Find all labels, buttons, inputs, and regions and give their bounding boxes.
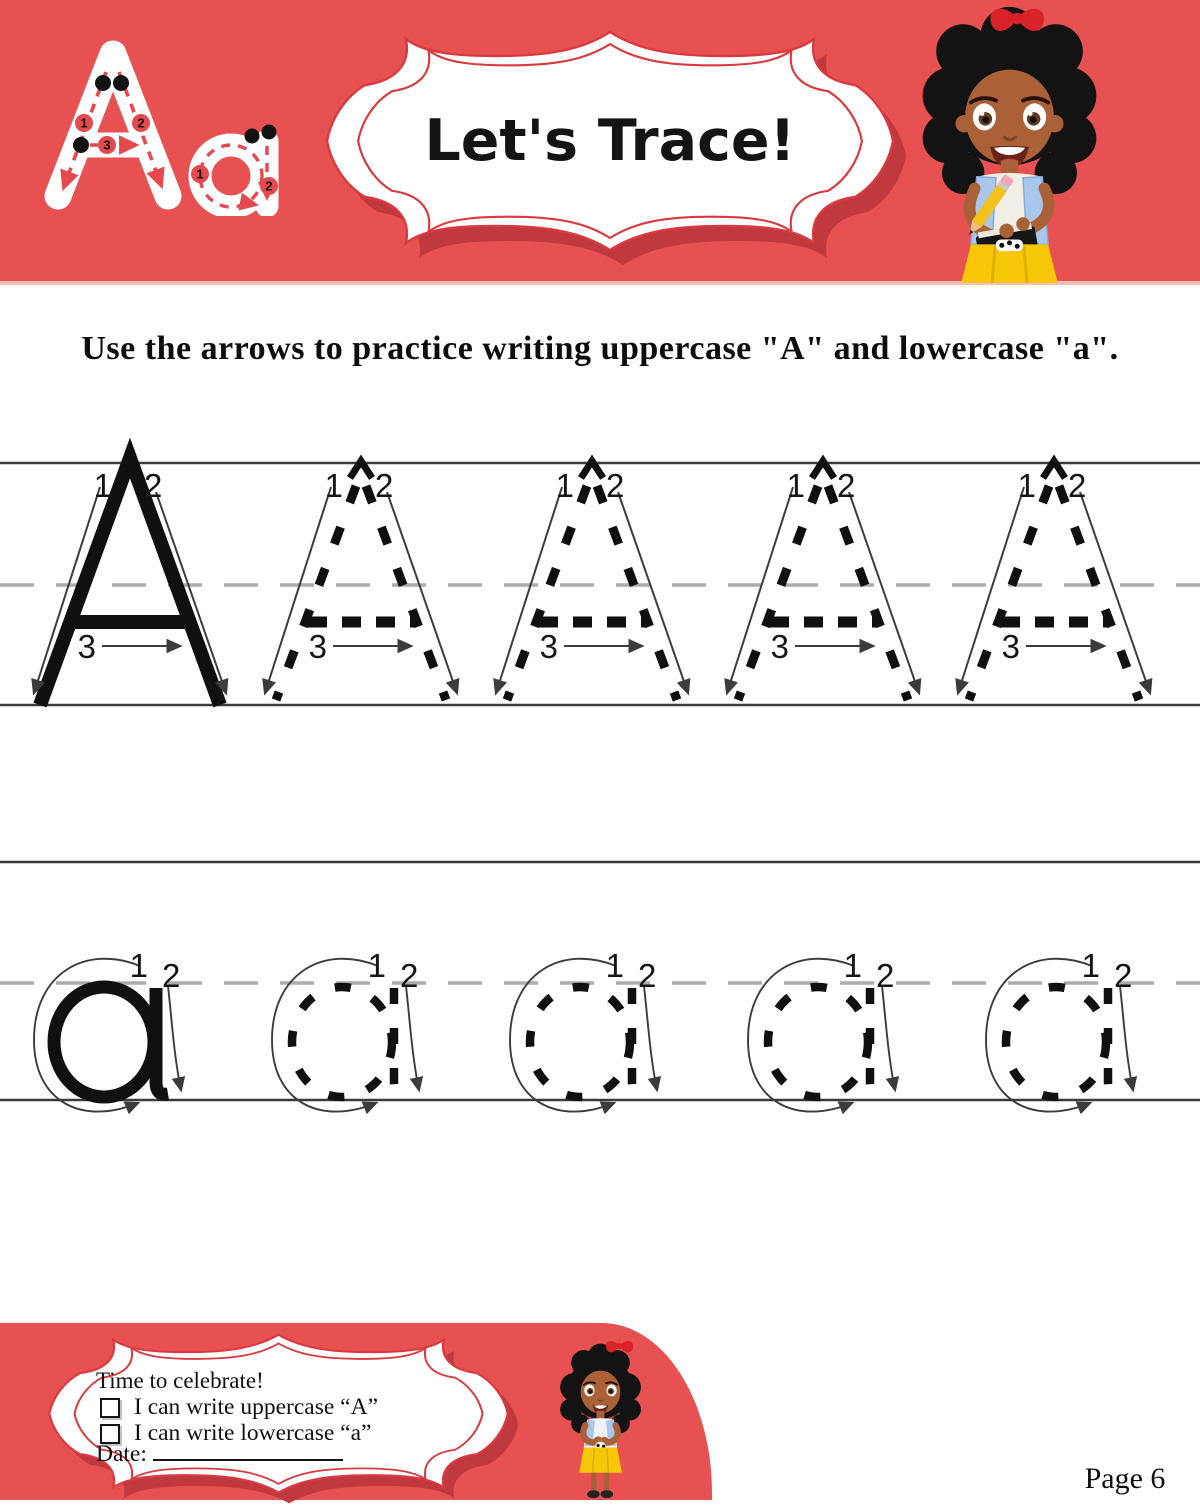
svg-text:1: 1 [129, 947, 148, 984]
page-number: Page 6 [1084, 1462, 1166, 1495]
svg-text:3: 3 [77, 628, 96, 665]
checklist-label: I can write lowercase “a” [134, 1420, 372, 1446]
girl-celebrating-illustration [549, 1341, 652, 1500]
svg-text:1: 1 [605, 947, 624, 984]
checklist-row-uppercase [100, 1394, 378, 1421]
leg-left [591, 1473, 597, 1492]
svg-text:1: 1 [1081, 947, 1100, 984]
page-title: Let's Trace! [424, 108, 796, 174]
svg-text:1: 1 [1017, 467, 1036, 504]
nose [598, 1400, 603, 1401]
checklist-label: I can write uppercase “A” [134, 1394, 378, 1420]
svg-text:2: 2 [137, 115, 145, 131]
svg-text:2: 2 [606, 467, 625, 504]
svg-text:2: 2 [400, 957, 419, 994]
trace-letter-lowercase-dashed [748, 947, 895, 1112]
checkbox-uppercase[interactable] [100, 1398, 120, 1418]
svg-text:3: 3 [539, 628, 558, 665]
svg-text:3: 3 [1001, 628, 1020, 665]
svg-text:2: 2 [876, 957, 895, 994]
svg-text:1: 1 [367, 947, 386, 984]
svg-text:1: 1 [93, 467, 112, 504]
svg-text:1: 1 [786, 467, 805, 504]
celebrate-title: Time to celebrate! [96, 1368, 264, 1393]
svg-text:2: 2 [144, 467, 163, 504]
lowercase-letter-row [34, 947, 1133, 1112]
svg-text:3: 3 [770, 628, 789, 665]
instruction-text: Use the arrows to practice writing uppercase "A" and lowercase "a". [81, 330, 1119, 367]
svg-text:1: 1 [80, 115, 88, 131]
shoe-left [587, 1490, 600, 1498]
trace-letter-lowercase-dashed [986, 947, 1133, 1112]
trace-letter-uppercase-solid [34, 458, 226, 705]
trace-letter-lowercase-dashed [510, 947, 657, 1112]
date-row [96, 1441, 343, 1468]
svg-text:1: 1 [843, 947, 862, 984]
svg-text:2: 2 [638, 957, 657, 994]
skirt [579, 1447, 622, 1472]
svg-text:2: 2 [1114, 957, 1133, 994]
trace-letter-uppercase-dashed [496, 461, 688, 700]
svg-text:3: 3 [308, 628, 327, 665]
svg-text:2: 2 [1068, 467, 1087, 504]
uppercase-letter-row [34, 458, 1150, 705]
trace-letter-lowercase-dashed [272, 947, 419, 1112]
date-fill-line [153, 1441, 343, 1461]
trace-letter-uppercase-dashed [958, 461, 1150, 700]
svg-text:1: 1 [324, 467, 343, 504]
svg-text:1: 1 [196, 166, 204, 182]
svg-text:2: 2 [375, 467, 394, 504]
shoe-right [601, 1490, 614, 1498]
svg-text:3: 3 [103, 137, 111, 153]
svg-text:2: 2 [837, 467, 856, 504]
svg-text:2: 2 [265, 178, 273, 194]
svg-text:2: 2 [162, 957, 181, 994]
leg-right [604, 1473, 610, 1492]
trace-letter-uppercase-dashed [265, 461, 457, 700]
date-label: Date: [96, 1441, 147, 1467]
trace-letter-uppercase-dashed [727, 461, 919, 700]
trace-letter-lowercase-solid [34, 947, 181, 1112]
svg-text:1: 1 [555, 467, 574, 504]
